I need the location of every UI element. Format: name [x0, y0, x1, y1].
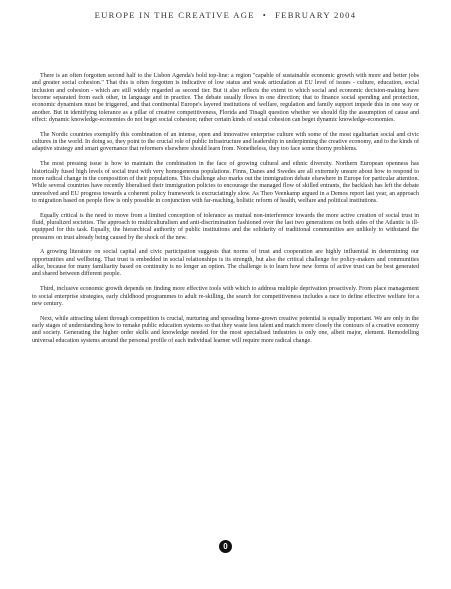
paragraph: Next, while attracting talent through competition is crucial, nurturing and spreading home-grown creative potential is equally important. We are only in the early stages of understanding how to remake public education systems so that they waste less talent and match more closely the contours of a creative economy and society. Generating the higher order skills and knowledge needed for the most specialised industries is only one, albeit major, element. Remodelling universal education systems around the personal profile of each individual learner will require more radical change.	[32, 315, 419, 344]
article-body	[32, 73, 419, 352]
header-separator: •	[262, 10, 268, 20]
publication-title: EUROPE IN THE CREATIVE AGE	[94, 10, 255, 20]
paragraph: Equally critical is the need to move from a limited conception of tolerance as mutual non-interference towards the more active creation of social trust in fluid, pluralized societies. The approach to multiculturalism and anti-discrimination fashioned over the last two generations on both sides of the Atlantic is ill-equipped for this task. Equally, the hierarchical authority of public institutions and the solidarity of traditional communities are unlikely to withstand the pressures on trust already being caused by the shock of the new.	[32, 212, 419, 241]
page-number-badge: 0	[219, 540, 232, 553]
paragraph: The Nordic countries exemplify this combination of an intense, open and innovative enterprise culture with some of the most egalitarian social and civic cultures in the world. In doing so, they point to the crucial role of public infrastructure and leadership in underpinning the creative economy, and to the kinds of adaptive strategy and smart governance that reformers elsewhere should learn from. Nonetheless, they too face some thorny problems.	[32, 131, 419, 153]
paragraph: A growing literature on social capital and civic participation suggests that norms of trust and cooperation are highly influential in determining our opportunities and wellbeing. That trust is embedded in social relationships is its strength, but also the critical challenge for policy-makers and communities alike, because for many familiarity based on continuity is no longer an option. The challenge is to learn how new forms of active trust can be best generated and shared between different people.	[32, 249, 419, 278]
publication-date: FEBRUARY 2004	[275, 10, 357, 20]
paragraph: The most pressing issue is how to maintain the combination in the face of growing cultural and ethnic diversity. Northern European openness has historically fused high levels of social trust with very homogeneous populations. Finns, Danes and Swedes are all extremely unsure about how to respond to more radical change in the composition of their populations. This challenge also marks out the immigration debate elsewhere in Europe for particular attention. While several countries have recently liberalised their immigration policies to encourage the managed flow of skilled entrants, the backlash has left the debate unresolved and EU progress towards a coherent policy framework is excruciatingly slow. As Theo Veenkamp argued in a Demos report last year, an approach to migration based on people flow is only possible in conjunction with far-reaching, holistic reform of health, welfare and political institutions.	[32, 161, 419, 204]
paragraph: Third, inclusive economic growth depends on finding more effective tools with which to address multiple deprivation proactively. From place management to social enterprise strategies, early childhood programmes to adult re-skilling, the search for competitiveness includes a race to define effective welfare for a new century.	[32, 286, 419, 307]
paragraph: There is an often forgotten second half to the Lisbon Agenda's bold top-line: a region "capable of sustainable economic growth with more and better jobs and greater social cohesion." That this is often forgotten is indicative of low status and weak articulation at EU level of issues - culture, education, social inclusion and cohesion - which are still widely regarded as second tier. But it also reflects the extent to which social and economic decision-making have become separated from each other, in language and in practice. The debate usually flows in one direction; that to finance social spending and protection, economic dynamism must be triggered, and that continental Europe's layered institutions of welfare, regulation and family support impede this in one way or another. But in identifying tolerance as a pillar of creative competitiveness, Florida and Tinagli question whether we should flip the assumption of cause and effect: dynamic knowledge-economies do not beget social cohesion; rather certain kinds of social cohesion can beget dynamic knowledge-economies.	[32, 73, 419, 124]
running-header	[0, 10, 451, 20]
